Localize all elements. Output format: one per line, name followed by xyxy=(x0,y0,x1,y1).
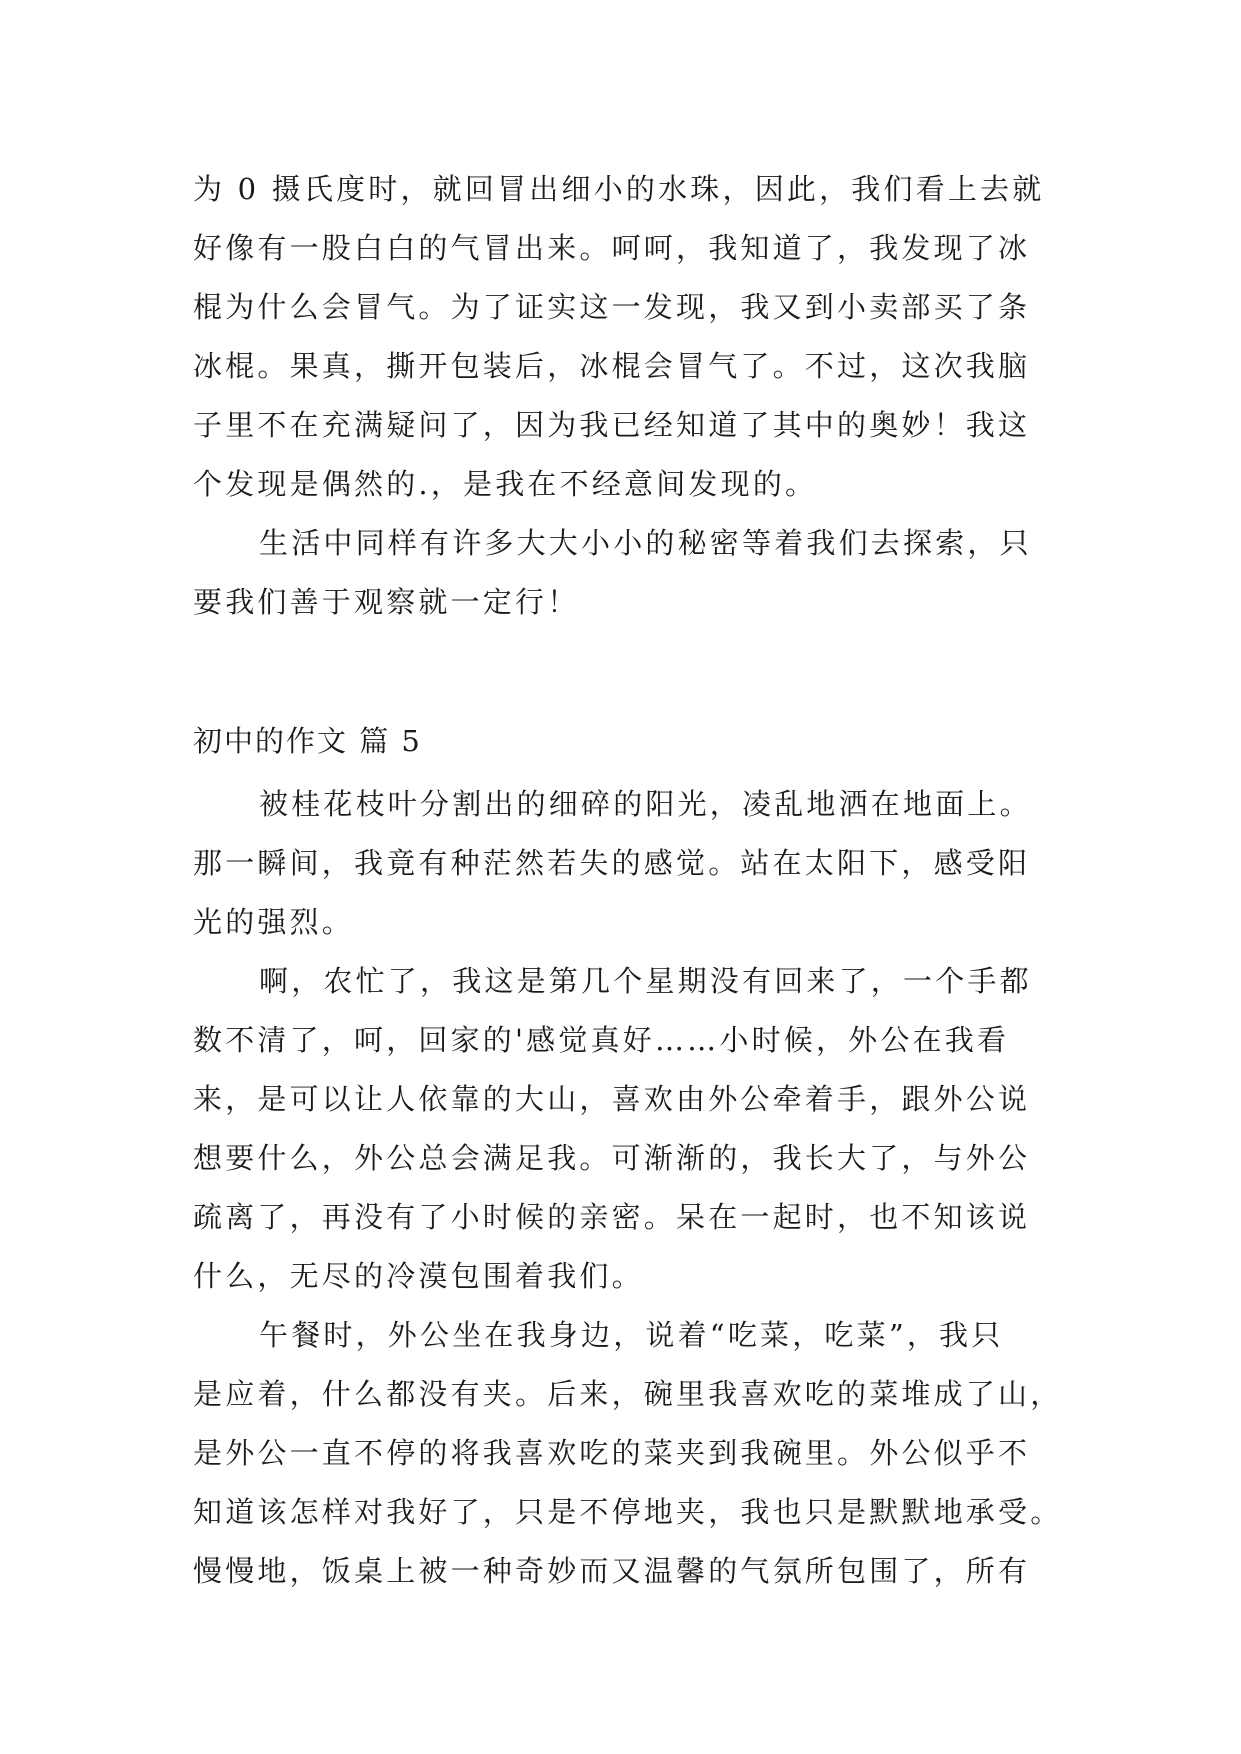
text-line: 疏离了，再没有了小时候的亲密。呆在一起时，也不知该说 xyxy=(193,1200,1031,1234)
paragraph-3 xyxy=(193,1306,1063,1601)
text-line: 啊，农忙了，我这是第几个星期没有回来了，一个手都 xyxy=(259,964,1032,998)
document-body xyxy=(193,160,1063,1601)
paragraph-continued xyxy=(193,160,1053,514)
section-heading: 初中的作文 篇 5 xyxy=(193,724,422,758)
text-line: 个发现是偶然的.，是我在不经意间发现的。 xyxy=(193,467,818,501)
text-line: 午餐时，外公坐在我身边，说着“吃菜，吃菜”，我只 xyxy=(259,1318,1004,1352)
text-line: 是外公一直不停的将我喜欢吃的菜夹到我碗里。外公似乎不 xyxy=(193,1436,1031,1470)
paragraph-conclusion xyxy=(193,514,1053,632)
text-line: 数不清了，呵，回家的'感觉真好……小时候，外公在我看 xyxy=(193,1023,1010,1057)
paragraph-1 xyxy=(193,775,1053,952)
text-line: 光的强烈。 xyxy=(193,905,355,939)
text-line: 要我们善于观察就一定行！ xyxy=(193,585,580,619)
text-line: 好像有一股白白的气冒出来。呵呵，我知道了，我发现了冰 xyxy=(193,231,1031,265)
text-line: 慢慢地，饭桌上被一种奇妙而又温馨的气氛所包围了，所有 xyxy=(193,1554,1031,1588)
text-line: 什么，无尽的冷漠包围着我们。 xyxy=(193,1259,644,1293)
text-line: 知道该怎样对我好了，只是不停地夹，我也只是默默地承受。 xyxy=(193,1495,1063,1529)
text-line: 那一瞬间，我竟有种茫然若失的感觉。站在太阳下，感受阳 xyxy=(193,846,1031,880)
text-line: 冰棍。果真，撕开包装后，冰棍会冒气了。不过，这次我脑 xyxy=(193,349,1031,383)
text-line: 是应着，什么都没有夹。后来，碗里我喜欢吃的菜堆成了山， xyxy=(193,1377,1063,1411)
text-line: 棍为什么会冒气。为了证实这一发现，我又到小卖部买了条 xyxy=(193,290,1031,324)
text-line: 想要什么，外公总会满足我。可渐渐的，我长大了，与外公 xyxy=(193,1141,1031,1175)
paragraph-2 xyxy=(193,952,1053,1306)
text-line: 生活中同样有许多大大小小的秘密等着我们去探索，只 xyxy=(259,526,1032,560)
text-line: 来，是可以让人依靠的大山，喜欢由外公牵着手，跟外公说 xyxy=(193,1082,1031,1116)
text-line: 子里不在充满疑问了，因为我已经知道了其中的奥妙！我这 xyxy=(193,408,1031,442)
text-line: 被桂花枝叶分割出的细碎的阳光，凌乱地洒在地面上。 xyxy=(259,787,1032,821)
text-line: 为 0 摄氏度时，就回冒出细小的水珠，因此，我们看上去就 xyxy=(193,172,1045,206)
